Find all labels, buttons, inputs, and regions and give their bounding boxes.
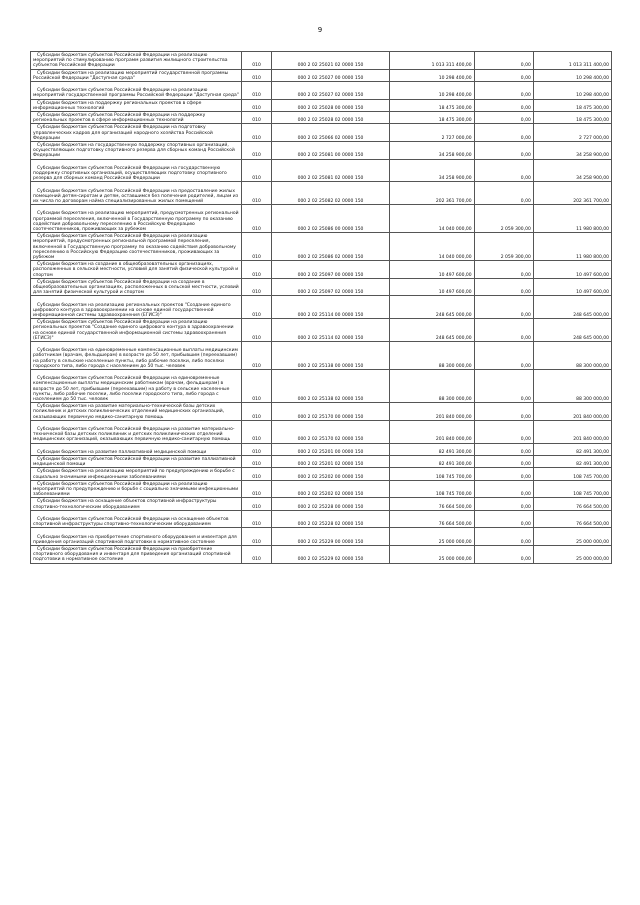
row-total-amount: 248 645 000,00	[573, 313, 609, 319]
row-classification-code: 000 2 02 25028 00 0000 150	[297, 105, 364, 111]
row-name: Субсидии бюджетам субъектов Российской Федерации на реализацию мероприятий, предусмотренных региональной программой переселения, включенной в Государственную программу по оказанию содействия добровольному переселению в Российскую Федерацию соотечественников, проживающих за рубежом	[33, 234, 236, 261]
row-name: Субсидии бюджетам субъектов Российской Федерации на развитие паллиативной медицинской помощи	[33, 457, 236, 468]
row-admin-code: 010	[252, 153, 261, 159]
row-plan-amount: 201 840 000,00	[435, 437, 472, 443]
row-change-amount: 0,00	[520, 397, 531, 403]
row-admin-code: 010	[252, 462, 261, 468]
row-name: Субсидии бюджетам субъектов Российской Федерации на поддержку региональных проектов в сфере информационных технологий	[33, 113, 206, 124]
row-classification-code: 000 2 02 25086 02 0000 150	[297, 255, 364, 261]
row-plan-amount: 14 040 000,00	[438, 227, 472, 233]
row-admin-code: 010	[252, 522, 261, 528]
row-name: Субсидии бюджетам субъектов Российской Федерации на реализацию мероприятий по предупреждению и борьбе с социально значимыми инфекционными заболеваниями	[33, 481, 239, 498]
row-admin-code: 010	[252, 118, 261, 124]
row-change-amount: 0,00	[520, 118, 531, 124]
row-total-amount: 1 013 311 400,00	[568, 63, 609, 69]
row-plan-amount: 10 298 400,00	[438, 75, 472, 81]
row-name: Субсидии бюджетам на оснащение объектов спортивной инфраструктуры спортивно-технологическим оборудованием	[33, 499, 217, 510]
table-row	[31, 233, 612, 261]
row-change-amount: 0,00	[520, 176, 531, 182]
row-name: Субсидии бюджетам субъектов Российской Федерации на оснащение объектов спортивной инфраструктуры спортивно-технологическим оборудованием	[33, 517, 229, 528]
row-total-amount: 82 491 300,00	[576, 462, 609, 468]
row-classification-code: 000 2 02 25028 02 0000 150	[297, 118, 364, 124]
table-row	[31, 142, 612, 160]
row-plan-amount: 76 664 500,00	[438, 522, 472, 528]
row-change-amount: 0,00	[520, 462, 531, 468]
row-name: Субсидии бюджетам на реализацию мероприятий, предусмотренных региональной программой переселения, включенной в Государственную программу по оказанию содействия добровольному переселению в Российскую Федерацию соотечественников, проживающих за рубежом	[33, 211, 239, 233]
row-name: Субсидии бюджетам субъектов Российской Федерации на развитие материально-технической базы детских поликлиник и детских поликлинических отделений медицинских организаций, оказывающих первичную медико-санитарную помощь	[33, 427, 235, 443]
row-classification-code: 000 2 02 25201 02 0000 150	[297, 462, 364, 468]
row-admin-code: 010	[252, 272, 261, 278]
row-admin-code: 010	[252, 557, 261, 563]
row-plan-amount: 2 727 000,00	[441, 135, 472, 141]
row-classification-code: 000 2 02 25082 02 0000 150	[297, 199, 364, 205]
row-name: Субсидии бюджетам субъектов Российской Федерации на государственную поддержку спортивных организаций, осуществляющих подготовку спортивного резерва для сборных команд Российской Федерации	[33, 165, 227, 182]
row-plan-amount: 25 000 000,00	[438, 539, 472, 545]
row-change-amount: 0,00	[520, 63, 531, 69]
row-classification-code: 000 2 02 25081 00 0000 150	[297, 153, 364, 159]
row-admin-code: 010	[252, 227, 261, 233]
table-row	[31, 510, 612, 528]
row-change-amount: 0,00	[520, 539, 531, 545]
row-plan-amount: 201 840 000,00	[435, 414, 472, 420]
row-admin-code: 010	[252, 199, 261, 205]
row-admin-code: 010	[252, 363, 261, 369]
row-plan-amount: 10 497 600,00	[438, 290, 472, 296]
row-total-amount: 201 840 000,00	[573, 437, 609, 443]
row-name: Субсидии бюджетам субъектов Российской Федерации на создание в общеобразовательных организациях, расположенных в сельской местности, условий для занятий физической культурой и спортом	[33, 279, 239, 296]
row-change-amount: 2 059 300,00	[500, 255, 531, 261]
row-classification-code: 000 2 02 25066 02 0000 150	[297, 135, 364, 141]
row-classification-code: 000 2 02 25138 00 0000 150	[297, 363, 364, 369]
row-admin-code: 010	[252, 504, 261, 510]
row-admin-code: 010	[252, 176, 261, 182]
row-classification-code: 000 2 02 25114 00 0000 150	[297, 313, 364, 319]
row-name: Субсидии бюджетам на создание в общеобразовательных организациях, расположенных в сельской местности, условий для занятий физической культурой и спортом	[33, 262, 239, 278]
row-total-amount: 82 491 300,00	[576, 449, 609, 455]
row-change-amount: 0,00	[520, 75, 531, 81]
table-row	[31, 69, 612, 81]
row-total-amount: 76 664 500,00	[576, 504, 609, 510]
row-total-amount: 76 664 500,00	[576, 522, 609, 528]
row-admin-code: 010	[252, 93, 261, 99]
row-total-amount: 18 475 300,00	[576, 118, 609, 124]
row-classification-code: 000 2 02 25081 02 0000 150	[297, 176, 364, 182]
row-change-amount: 0,00	[520, 449, 531, 455]
row-plan-amount: 18 475 300,00	[438, 118, 472, 124]
row-total-amount: 108 745 700,00	[573, 492, 609, 498]
row-classification-code: 000 2 02 25097 02 0000 150	[297, 290, 364, 296]
row-total-amount: 201 840 000,00	[573, 414, 609, 420]
row-admin-code: 010	[252, 335, 261, 341]
table-row	[31, 456, 612, 468]
row-total-amount: 18 475 300,00	[576, 105, 609, 111]
row-classification-code: 000 2 02 25202 00 0000 150	[297, 474, 364, 480]
row-plan-amount: 14 040 000,00	[438, 255, 472, 261]
row-name: Субсидии бюджетам на приобретение спортивного оборудования и инвентаря для приведения организаций спортивной подготовки в нормативное состояние	[33, 534, 237, 545]
row-total-amount: 88 300 000,00	[576, 363, 609, 369]
row-classification-code: 000 2 02 25229 00 0000 150	[297, 539, 364, 545]
row-admin-code: 010	[252, 255, 261, 261]
row-classification-code: 000 2 02 25229 02 0000 150	[297, 557, 364, 563]
row-classification-code: 000 2 02 25201 00 0000 150	[297, 449, 364, 455]
row-admin-code: 010	[252, 397, 261, 403]
row-change-amount: 0,00	[520, 504, 531, 510]
row-change-amount: 0,00	[520, 522, 531, 528]
table-row	[31, 546, 612, 564]
table-row	[31, 296, 612, 319]
row-total-amount: 25 000 000,00	[576, 539, 609, 545]
row-classification-code: 000 2 02 25228 00 0000 150	[297, 504, 364, 510]
row-total-amount: 88 300 000,00	[576, 397, 609, 403]
table-row	[31, 420, 612, 443]
row-admin-code: 010	[252, 474, 261, 480]
row-plan-amount: 202 361 700,00	[435, 199, 472, 205]
row-name: Субсидии бюджетам на реализацию мероприятий государственной программы Российской Федерации "Доступная среда"	[33, 70, 229, 81]
row-change-amount: 0,00	[520, 93, 531, 99]
row-classification-code: 000 2 02 25086 00 0000 150	[297, 227, 364, 233]
row-name: Субсидии бюджетам на развитие материально-технической базы детских поликлиник и детских поликлинических отделений медицинских организаций, оказывающих первичную медико-санитарную помощь	[33, 404, 225, 420]
row-change-amount: 0,00	[520, 272, 531, 278]
row-change-amount: 0,00	[520, 474, 531, 480]
row-change-amount: 0,00	[520, 199, 531, 205]
row-total-amount: 25 000 000,00	[576, 557, 609, 563]
row-total-amount: 10 497 600,00	[576, 272, 609, 278]
row-change-amount: 0,00	[520, 557, 531, 563]
row-plan-amount: 34 258 900,00	[438, 153, 472, 159]
row-name: Субсидии бюджетам субъектов Российской Федерации на подготовку управленческих кадров для организаций народного хозяйства Российской Федерации	[33, 125, 213, 141]
row-name: Субсидии бюджетам субъектов Российской Федерации на предоставление жилых помещений детям-сиротам и детям, оставшимся без попечения родителей, лицам из их числа по договорам найма специализированных жилых помещений	[33, 188, 239, 205]
row-change-amount: 0,00	[520, 437, 531, 443]
row-total-amount: 202 361 700,00	[573, 199, 609, 205]
row-change-amount: 0,00	[520, 313, 531, 319]
row-plan-amount: 1 013 311 400,00	[431, 63, 472, 69]
row-total-amount: 34 258 900,00	[576, 153, 609, 159]
row-change-amount: 0,00	[520, 335, 531, 341]
row-change-amount: 0,00	[520, 135, 531, 141]
row-admin-code: 010	[252, 449, 261, 455]
row-name: Субсидии бюджетам на поддержку региональных проектов в сфере информационных технологий	[33, 100, 202, 111]
row-name: Субсидии бюджетам на государственную поддержку спортивных организаций, осуществляющих подготовку спортивного резерва для сборных команд Российской Федерации	[33, 143, 235, 159]
budget-table	[30, 51, 612, 564]
row-total-amount: 10 497 600,00	[576, 290, 609, 296]
row-classification-code: 000 2 02 25138 02 0000 150	[297, 397, 364, 403]
row-name: Субсидии бюджетам на реализацию мероприятий по предупреждению и борьбе с социально значимыми инфекционными заболеваниями	[33, 469, 235, 480]
table-row	[31, 261, 612, 279]
row-admin-code: 010	[252, 492, 261, 498]
table-row	[31, 342, 612, 370]
row-plan-amount: 18 475 300,00	[438, 105, 472, 111]
row-plan-amount: 108 745 700,00	[435, 492, 472, 498]
row-admin-code: 010	[252, 105, 261, 111]
row-classification-code: 000 2 02 25228 02 0000 150	[297, 522, 364, 528]
row-plan-amount: 76 664 500,00	[438, 504, 472, 510]
row-plan-amount: 88 300 000,00	[438, 397, 472, 403]
row-plan-amount: 82 491 300,00	[438, 462, 472, 468]
row-classification-code: 000 2 02 25114 02 0000 150	[297, 335, 364, 341]
row-classification-code: 000 2 02 25027 00 0000 150	[297, 75, 364, 81]
row-classification-code: 000 2 02 25027 02 0000 150	[297, 93, 364, 99]
row-admin-code: 010	[252, 437, 261, 443]
row-name: Субсидии бюджетам субъектов Российской Федерации на единовременные компенсационные выплаты медицинским работникам (врачам, фельдшерам) в возрасте до 50 лет, прибывшим (переехавшим) на работу в сельские населенные пункты, либо рабочие поселки, либо поселки городского типа, либо города с населением до 50 тыс. человек	[33, 376, 230, 403]
row-admin-code: 010	[252, 414, 261, 420]
row-change-amount: 0,00	[520, 492, 531, 498]
row-admin-code: 010	[252, 539, 261, 545]
row-total-amount: 108 745 700,00	[573, 474, 609, 480]
table-row	[31, 99, 612, 111]
row-name: Субсидии бюджетам субъектов Российской Федерации на реализацию мероприятий государственной программы Российской Федерации "Доступная среда"	[33, 88, 239, 99]
row-total-amount: 2 727 000,00	[578, 135, 609, 141]
row-classification-code: 000 2 02 25170 02 0000 150	[297, 437, 364, 443]
table-row	[31, 205, 612, 233]
row-total-amount: 10 298 400,00	[576, 75, 609, 81]
row-admin-code: 010	[252, 313, 261, 319]
row-change-amount: 0,00	[520, 105, 531, 111]
row-classification-code: 000 2 02 25170 00 0000 150	[297, 414, 364, 420]
table-row	[31, 124, 612, 142]
row-name: Субсидии бюджетам на единовременные компенсационные выплаты медицинским работникам (врачам, фельдшерам) в возрасте до 50 лет, прибывшим (переехавшим) на работу в сельские населенные пункты, либо рабочие поселки, либо поселки городского типа, либо города с населением до 50 тыс. человек	[33, 348, 238, 369]
row-plan-amount: 34 258 900,00	[438, 176, 472, 182]
table-row	[31, 498, 612, 510]
row-total-amount: 11 980 800,00	[576, 227, 609, 233]
table-row	[31, 82, 612, 100]
table-row	[31, 443, 612, 455]
row-total-amount: 248 645 000,00	[573, 335, 609, 341]
table-row	[31, 319, 612, 342]
table-row	[31, 182, 612, 205]
table-row	[31, 480, 612, 498]
row-change-amount: 0,00	[520, 290, 531, 296]
row-name: Субсидии бюджетам на развитие паллиативной медицинской помощи	[37, 449, 207, 455]
row-plan-amount: 10 497 600,00	[438, 272, 472, 278]
row-plan-amount: 10 298 400,00	[438, 93, 472, 99]
budget-table-body	[31, 52, 612, 564]
row-change-amount: 2 059 300,00	[500, 227, 531, 233]
row-classification-code: 000 2 02 25202 02 0000 150	[297, 492, 364, 498]
table-row	[31, 159, 612, 182]
row-name: Субсидии бюджетам субъектов Российской Федерации на реализацию региональных проектов "Создание единого цифрового контура в здравоохранении на основе единой государственной информационной системы здравоохранения (ЕГИСЗ)"	[33, 320, 234, 341]
row-plan-amount: 248 645 000,00	[435, 313, 472, 319]
row-change-amount: 0,00	[520, 414, 531, 420]
row-admin-code: 010	[252, 75, 261, 81]
row-plan-amount: 108 745 700,00	[435, 474, 472, 480]
row-name: Субсидии бюджетам на реализацию региональных проектов "Создание единого цифрового контура в здравоохранении на основе единой государственной информационной системы здравоохранения (ЕГИСЗ)"	[33, 302, 231, 319]
row-total-amount: 10 298 400,00	[576, 93, 609, 99]
table-row	[31, 370, 612, 403]
row-plan-amount: 248 645 000,00	[435, 335, 472, 341]
page-number: 9	[317, 26, 323, 34]
row-change-amount: 0,00	[520, 363, 531, 369]
table-row	[31, 278, 612, 296]
row-admin-code: 010	[252, 290, 261, 296]
table-row	[31, 468, 612, 480]
row-name: Субсидии бюджетам субъектов Российской Федерации на приобретение спортивного оборудования и инвентаря для приведения организаций спортивной подготовки в нормативное состояние	[33, 547, 231, 563]
row-total-amount: 34 258 900,00	[576, 176, 609, 182]
table-row	[31, 52, 612, 70]
row-plan-amount: 82 491 300,00	[438, 449, 472, 455]
table-row	[31, 528, 612, 546]
table-row	[31, 403, 612, 421]
row-change-amount: 0,00	[520, 153, 531, 159]
row-classification-code: 000 2 02 25097 00 0000 150	[297, 272, 364, 278]
table-row	[31, 112, 612, 124]
row-name: Субсидии бюджетам субъектов Российской Федерации на реализацию мероприятий по стимулированию программ развития жилищного строительства субъектов Российской Федерации	[33, 53, 228, 69]
row-admin-code: 010	[252, 135, 261, 141]
row-plan-amount: 88 300 000,00	[438, 363, 472, 369]
row-plan-amount: 25 000 000,00	[438, 557, 472, 563]
row-total-amount: 11 980 800,00	[576, 255, 609, 261]
row-admin-code: 010	[252, 63, 261, 69]
row-classification-code: 000 2 02 25021 02 0000 150	[297, 63, 364, 69]
